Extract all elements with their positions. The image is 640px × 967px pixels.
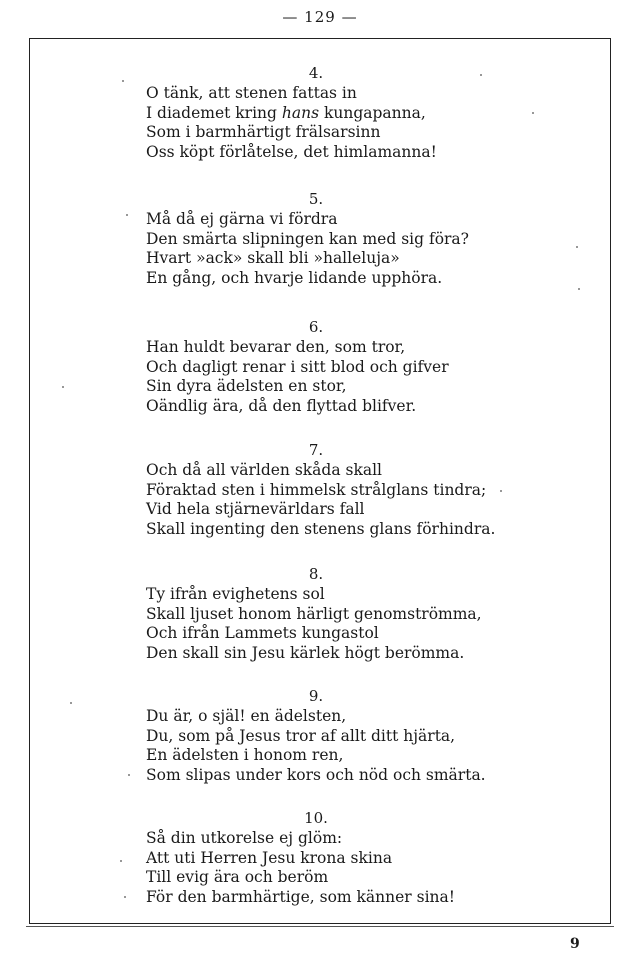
stanza-line-with-italic [146,104,546,124]
print-speck [122,80,124,82]
stanza-10 [146,809,546,907]
stanza-line: Du är, o själ! en ädelsten, [146,707,347,725]
stanza-number: 5. [308,190,324,208]
stanza-line: Du, som på Jesus tror af allt ditt hjärta, [146,726,456,745]
stanza-line: Så din utkorelse ej glöm: [146,829,343,847]
stanza-line: Föraktad sten i himmelsk strålglans tindra; [146,480,487,499]
stanza-4 [146,64,546,162]
stanza-line: Som slipas under kors och nöd och smärta. [146,765,486,784]
printer-signature-mark: 9 [570,936,580,952]
stanza-line: Den smärta slipningen kan med sig föra? [146,229,469,248]
stanza-line: Oändlig ära, då den flyttad blifver. [146,396,417,415]
stanza-number: 4. [308,64,324,82]
stanza-5 [146,190,546,288]
print-speck [480,74,482,76]
stanza-line: Skall ljuset honom härligt genomströmma, [146,604,482,623]
print-speck [578,288,580,290]
stanza-line: Må då ej gärna vi fördra [146,210,338,228]
print-speck [62,386,64,388]
stanza-line: Och ifrån Lammets kungastol [146,624,379,642]
stanza-number: 9. [308,687,324,705]
stanza-line: Den skall sin Jesu kärlek högt berömma. [146,643,465,662]
stanza-line: Vid hela stjärnevärldars fall [146,500,365,518]
stanza-line: Att uti Herren Jesu krona skina [146,848,393,867]
print-speck [576,246,578,248]
print-speck [532,112,534,114]
stanza-line: Skall ingenting den stenens glans förhindra. [146,519,496,538]
stanza-number: 8. [308,565,324,583]
print-speck [120,860,122,862]
stanza-line: Oss köpt förlåtelse, det himlamanna! [146,142,437,161]
print-speck [70,702,72,704]
stanza-line: Han huldt bevarar den, som tror, [146,338,406,356]
stanza-line: Och då all världen skåda skall [146,461,383,479]
line-text-after: kungapanna, [319,103,426,122]
stanza-line: Som i barmhärtigt frälsarsinn [146,123,381,141]
stanza-8 [146,565,546,663]
stanza-line: Hvart »ack» skall bli »halleluja» [146,249,400,267]
stanza-line: Till evig ära och beröm [146,868,329,886]
stanza-line: En ädelsten i honom ren, [146,746,344,764]
line-text-before: I diademet kring [146,103,282,122]
stanza-7 [146,441,546,539]
stanza-number: 6. [308,318,324,336]
stanza-line: Ty ifrån evighetens sol [146,585,325,603]
stanza-line: Och dagligt renar i sitt blod och gifver [146,357,449,376]
print-speck [128,774,130,776]
stanza-9 [146,687,546,785]
stanza-line: En gång, och hvarje lidande upphöra. [146,268,443,287]
stanza-line: För den barmhärtige, som känner sina! [146,887,456,906]
stanza-6 [146,318,546,416]
stanza-line: Sin dyra ädelsten en stor, [146,377,347,395]
italic-word: hans [281,103,320,122]
print-speck [126,214,128,216]
stanza-number: 7. [308,441,324,459]
stanza-number: 10. [304,809,328,827]
print-speck [124,896,126,898]
frame-bottom-rule [26,926,614,927]
page-number-header: — 129 — [282,8,358,26]
print-speck [500,490,502,492]
stanza-line: O tänk, att stenen fattas in [146,84,357,102]
